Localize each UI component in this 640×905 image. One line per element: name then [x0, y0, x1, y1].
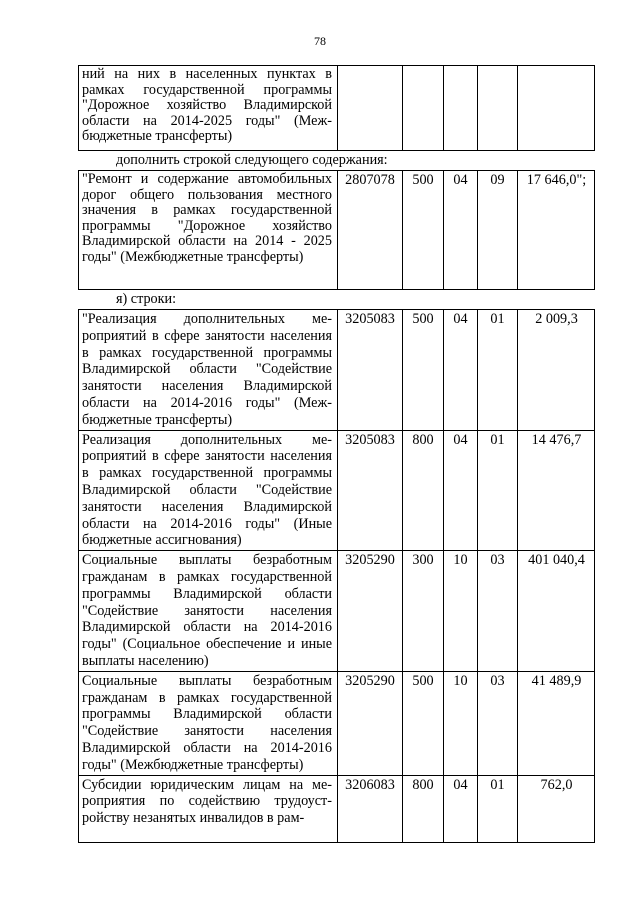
row-code: 2807078: [338, 171, 403, 290]
row-subsection: 01: [478, 310, 518, 431]
row-type: 800: [403, 775, 444, 842]
row-subsection: 03: [478, 551, 518, 672]
row-description: Социальные выплаты безработным гражданам в рамках государственной программы Владимирской области "Содействие занятости населения Владимирской области на 2014-2016 годы" (Социальное обеспечение и иные выплаты населению): [79, 551, 338, 672]
row-amount: 14 476,7: [518, 430, 595, 551]
row-amount: 2 009,3: [518, 310, 595, 431]
table-row: [79, 671, 595, 775]
added-row-table: [78, 170, 595, 290]
row-section: 04: [444, 171, 478, 290]
row-type: [403, 66, 444, 151]
row-subsection: 01: [478, 430, 518, 551]
row-amount: 401 040,4: [518, 551, 595, 672]
row-code: [338, 66, 403, 151]
row-code: 3205083: [338, 430, 403, 551]
row-amount: [518, 66, 595, 151]
row-section: 04: [444, 775, 478, 842]
row-section: 04: [444, 430, 478, 551]
row-type: 800: [403, 430, 444, 551]
instruction-add: дополнить строкой следующего содержания:: [116, 152, 388, 168]
rows-table: [78, 309, 595, 843]
row-description: Субсидии юридическим лицам на мероприятия по содействию трудоустройству незанятых инвалидов в рам-: [79, 775, 338, 842]
row-description: "Реализация дополнительных мероприятий в сфере занятости населения в рамках государственной программы Владимирской области "Содействие занятости населения Владимирской области на 2014-2016 годы" (Межбюджетные трансферты): [79, 310, 338, 431]
row-subsection: [478, 66, 518, 151]
table-row: [79, 310, 595, 431]
table-row: [79, 775, 595, 842]
row-type: 500: [403, 171, 444, 290]
row-code: 3206083: [338, 775, 403, 842]
row-description: "Ремонт и содержание автомобильных дорог общего пользования местного значения в рамках государственной программы "Дорожное хозяйство Владимирской области на 2014 - 2025 годы" (Межбюджетные трансферты): [79, 171, 338, 290]
row-amount: 762,0: [518, 775, 595, 842]
table-row: [79, 66, 595, 151]
row-amount: 41 489,9: [518, 671, 595, 775]
row-section: 10: [444, 671, 478, 775]
row-code: 3205083: [338, 310, 403, 431]
instruction-rows: я) строки:: [116, 291, 177, 307]
row-code: 3205290: [338, 671, 403, 775]
row-subsection: 01: [478, 775, 518, 842]
row-description: ний на них в населенных пунктах в рамках государственной программы "Дорожное хозяйство Владимирской области на 2014-2025 годы" (Межбюджетные трансферты): [79, 66, 338, 151]
row-type: 500: [403, 310, 444, 431]
row-type: 300: [403, 551, 444, 672]
table-row: [79, 551, 595, 672]
row-section: 10: [444, 551, 478, 672]
row-description: Реализация дополнительных мероприятий в сфере занятости населения в рамках государственной программы Владимирской области "Содействие занятости населения Владимирской области на 2014-2016 годы" (Иные бюджетные ассигнования): [79, 430, 338, 551]
row-section: 04: [444, 310, 478, 431]
table-row: [79, 430, 595, 551]
page-number: 78: [314, 34, 326, 48]
row-description: Социальные выплаты безработным гражданам в рамках государственной программы Владимирской области "Содействие занятости населения Владимирской области на 2014-2016 годы" (Межбюджетные трансферты): [79, 671, 338, 775]
row-section: [444, 66, 478, 151]
row-code: 3205290: [338, 551, 403, 672]
top-fragment-table: [78, 65, 595, 151]
row-type: 500: [403, 671, 444, 775]
table-row: [79, 171, 595, 290]
row-amount: 17 646,0";: [518, 171, 595, 290]
row-subsection: 09: [478, 171, 518, 290]
row-subsection: 03: [478, 671, 518, 775]
